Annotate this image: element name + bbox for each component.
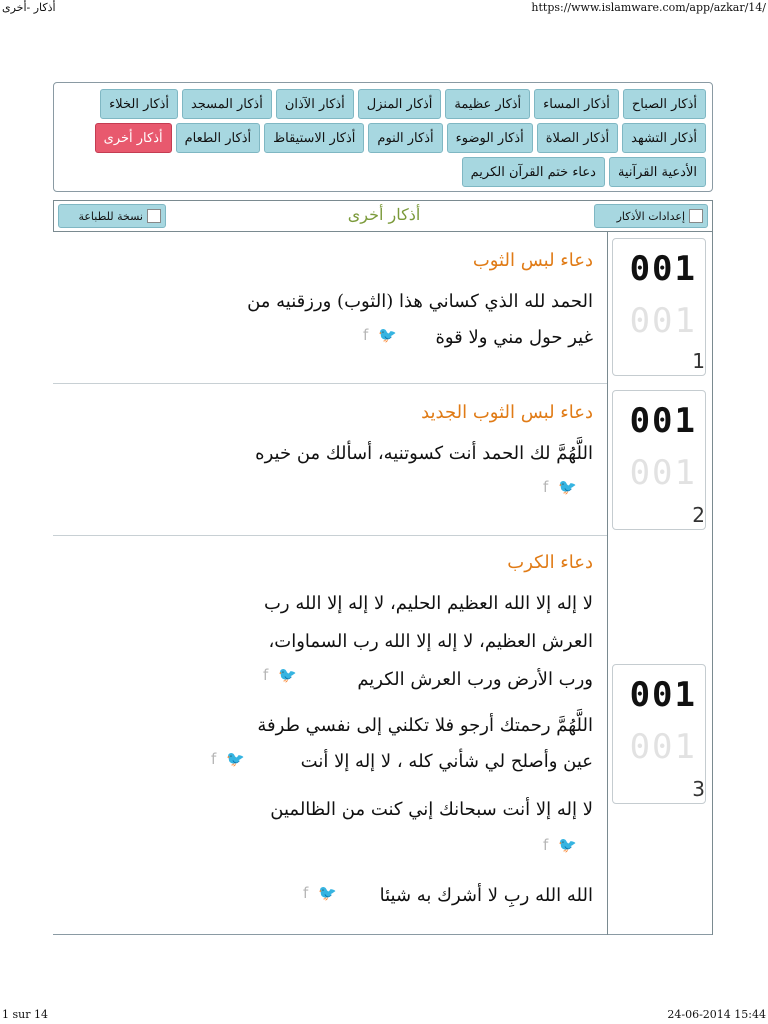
- share-buttons: [543, 478, 577, 496]
- nav-tashahhud-azkar[interactable]: أذكار التشهد: [622, 123, 706, 153]
- zikr-text-line: اللَّهُمَّ لك الحمد أنت كسوتنيه، أسألك من خيره: [255, 443, 593, 464]
- settings-label: إعدادات الأذكار: [616, 209, 685, 223]
- print-footer: [0, 1006, 768, 1024]
- counter-column: [607, 232, 713, 935]
- facebook-icon[interactable]: f: [263, 666, 269, 684]
- twitter-icon[interactable]: 🐦: [378, 326, 397, 344]
- counter-number: 3: [692, 777, 705, 801]
- print-label: نسخة للطباعة: [78, 209, 143, 223]
- zikr-text-line: الحمد لله الذي كساني هذا (الثوب) ورزقنيه من: [247, 291, 593, 312]
- zikr-text-line: لا إله إلا أنت سبحانك إني كنت من الظالمين: [270, 799, 593, 820]
- zikr-text-line: العرش العظيم، لا إله إلا الله رب السماوات،: [268, 631, 593, 652]
- counter-display: 001: [629, 675, 697, 715]
- zikr-text-line: لا إله إلا الله العظيم الحليم، لا إله إلا الله رب: [263, 593, 593, 614]
- twitter-icon[interactable]: 🐦: [318, 884, 337, 902]
- nav-adhan-azkar[interactable]: أذكار الآذان: [276, 89, 354, 119]
- nav-quranic-duas[interactable]: الأدعية القرآنية: [609, 157, 706, 187]
- facebook-icon[interactable]: f: [211, 750, 217, 768]
- nav-morning-azkar[interactable]: أذكار الصباح: [623, 89, 706, 119]
- nav-mosque-azkar[interactable]: أذكار المسجد: [182, 89, 272, 119]
- print-datetime: 24-06-2014 15:44: [667, 1008, 766, 1021]
- nav-home-azkar[interactable]: أذكار المنزل: [358, 89, 442, 119]
- azkar-toolbar: [53, 200, 713, 232]
- zikr-entry-1: [53, 232, 607, 384]
- nav-evening-azkar[interactable]: أذكار المساء: [534, 89, 619, 119]
- counter-number: 1: [692, 349, 705, 373]
- share-buttons: [263, 666, 297, 684]
- zikr-title: دعاء لبس الثوب: [472, 250, 593, 271]
- share-buttons: [543, 836, 577, 854]
- nav-sleep-azkar[interactable]: أذكار النوم: [368, 123, 442, 153]
- nav-restroom-azkar[interactable]: أذكار الخلاء: [100, 89, 178, 119]
- facebook-icon[interactable]: f: [543, 836, 549, 854]
- counter-box-2[interactable]: [612, 390, 706, 530]
- azkar-content: [53, 232, 713, 935]
- counter-display: 001: [629, 249, 697, 289]
- twitter-icon[interactable]: 🐦: [558, 478, 577, 496]
- nav-prayer-azkar[interactable]: أذكار الصلاة: [537, 123, 618, 153]
- twitter-icon[interactable]: 🐦: [226, 750, 245, 768]
- twitter-icon[interactable]: 🐦: [278, 666, 297, 684]
- zikr-text-line: غير حول مني ولا قوة: [435, 327, 593, 348]
- counter-box-3[interactable]: [612, 664, 706, 804]
- share-buttons: [363, 326, 397, 344]
- twitter-icon[interactable]: 🐦: [558, 836, 577, 854]
- share-buttons: [211, 750, 245, 768]
- nav-row-2: [95, 123, 706, 153]
- counter-target: 001: [629, 727, 697, 767]
- print-url: https://www.islamware.com/app/azkar/14/: [531, 1, 766, 14]
- counter-target: 001: [629, 301, 697, 341]
- nav-row-3: [462, 157, 706, 187]
- print-checkbox[interactable]: [147, 209, 161, 223]
- print-version-button[interactable]: [58, 204, 166, 228]
- zikr-text-line: عين وأصلح لي شأني كله ، لا إله إلا أنت: [300, 751, 593, 772]
- settings-checkbox[interactable]: [689, 209, 703, 223]
- nav-waking-azkar[interactable]: أذكار الاستيقاظ: [264, 123, 364, 153]
- nav-quran-completion-dua[interactable]: دعاء ختم القرآن الكريم: [462, 157, 605, 187]
- print-page-title: أذكار -أخرى: [2, 1, 56, 14]
- counter-number: 2: [692, 503, 705, 527]
- print-header: [0, 0, 768, 16]
- counter-display: 001: [629, 401, 697, 441]
- zikr-text-line: اللَّهُمَّ رحمتك أرجو فلا تكلني إلى نفسي طرفة: [257, 715, 593, 736]
- facebook-icon[interactable]: f: [303, 884, 309, 902]
- azkar-category-nav: [53, 82, 713, 192]
- azkar-settings-button[interactable]: [594, 204, 708, 228]
- facebook-icon[interactable]: f: [363, 326, 369, 344]
- zikr-entry-3: [53, 536, 607, 935]
- counter-box-1[interactable]: [612, 238, 706, 376]
- nav-other-azkar[interactable]: أذكار أخرى: [95, 123, 172, 153]
- print-page-index: 1 sur 14: [2, 1008, 48, 1021]
- nav-food-azkar[interactable]: أذكار الطعام: [176, 123, 260, 153]
- zikr-text-line: الله الله ربِ لا أشرك به شيئا: [379, 885, 593, 906]
- zikr-title: دعاء لبس الثوب الجديد: [421, 402, 593, 423]
- nav-row-1: [100, 89, 706, 119]
- nav-wudu-azkar[interactable]: أذكار الوضوء: [447, 123, 533, 153]
- zikr-title: دعاء الكرب: [507, 552, 593, 573]
- nav-great-azkar[interactable]: أذكار عظيمة: [445, 89, 530, 119]
- zikr-text-line: ورب الأرض ورب العرش الكريم: [357, 669, 593, 690]
- zikr-entry-2: [53, 384, 607, 536]
- section-title: أذكار أخرى: [347, 205, 421, 224]
- share-buttons: [303, 884, 337, 902]
- facebook-icon[interactable]: f: [543, 478, 549, 496]
- counter-target: 001: [629, 453, 697, 493]
